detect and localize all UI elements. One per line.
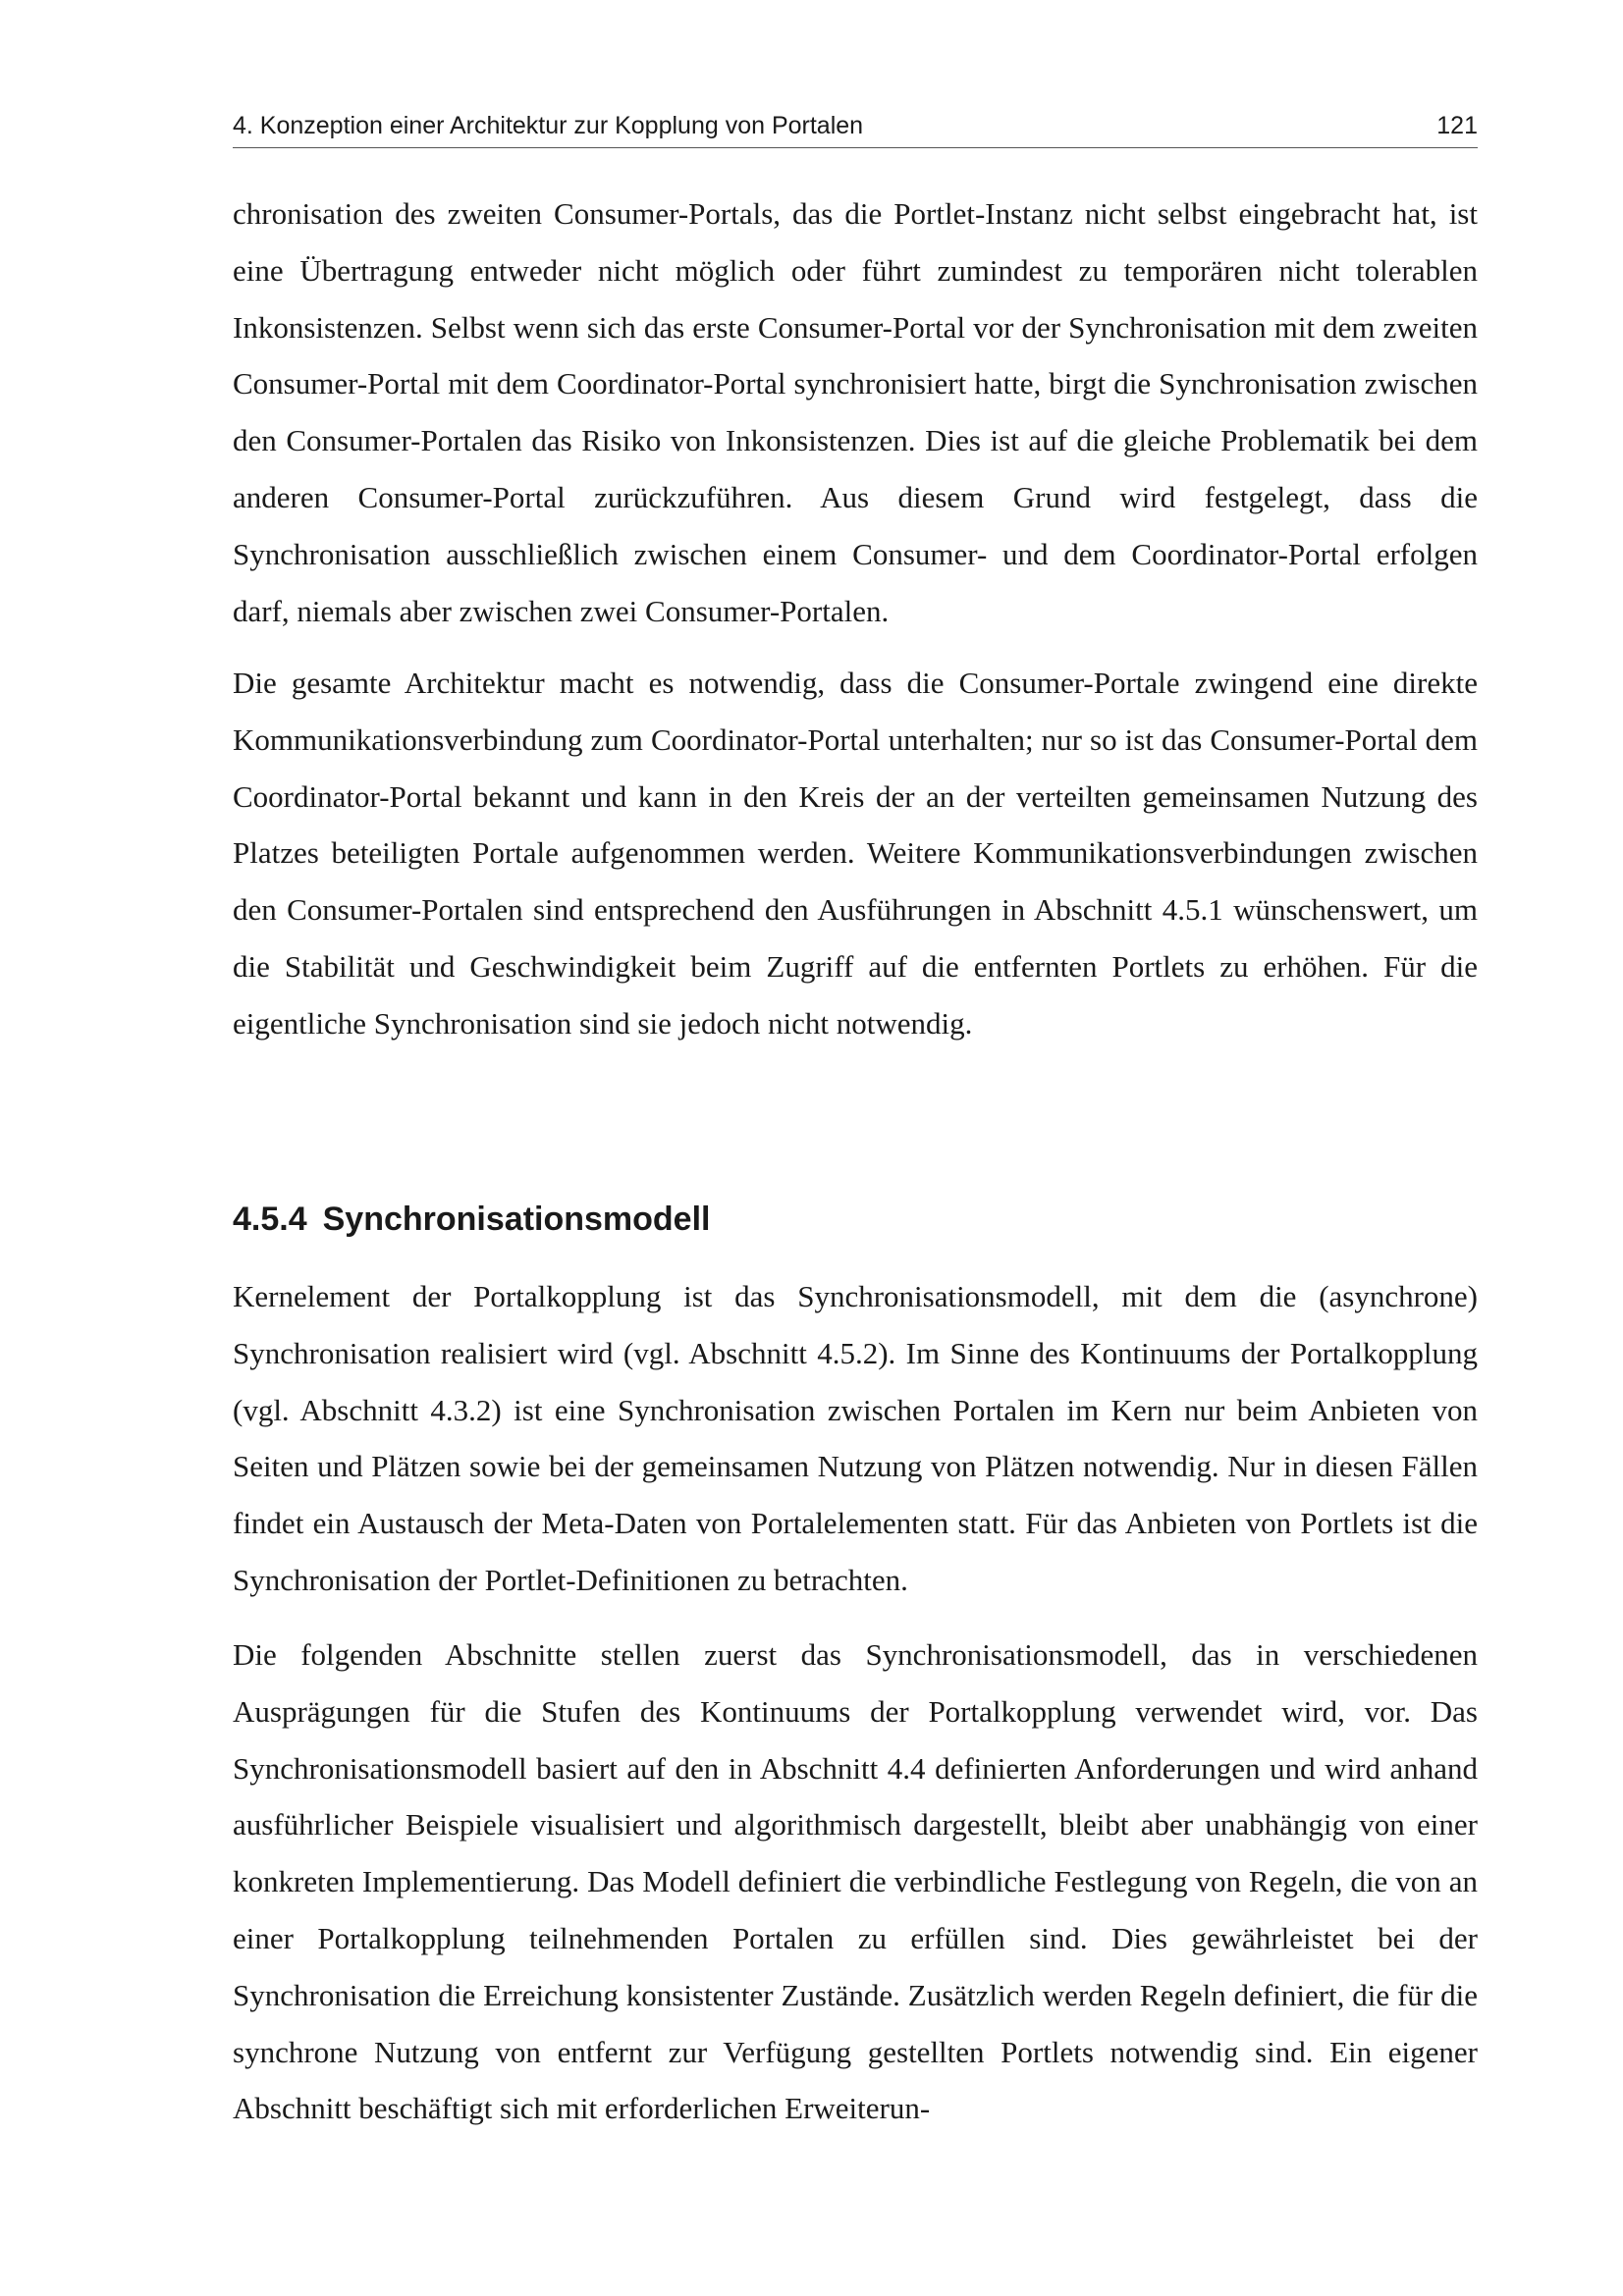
section-number: 4.5.4 bbox=[233, 1201, 307, 1238]
section-title: Synchronisationsmodell bbox=[322, 1201, 711, 1238]
paragraph-text: Kernelement der Portalkopplung ist das Synchronisationsmodell, mit dem die (asynchrone) Synchronisation realisiert wird (vgl. Abschnitt 4.5.2). Im Sinne des Kontinuums der Portalkopplung (vgl. Abschnitt 4.3.2) ist eine Synchronisation zwischen Portalen im Kern nur beim Anbieten von Seiten und Plätzen sowie bei der gemeinsamen Nutzung von Plätzen notwendig. Nur in diesen Fällen findet ein Austausch der Meta-Daten von Portalelementen statt. Für das Anbieten von Portlets ist die Synchronisation der Portlet-Definitionen zu betrachten. bbox=[233, 1279, 1478, 1597]
paragraph-3 bbox=[233, 1268, 1478, 1609]
paragraph-2 bbox=[233, 655, 1478, 1052]
paragraph-4 bbox=[233, 1627, 1478, 2137]
running-header bbox=[233, 110, 1478, 148]
chapter-title: 4. Konzeption einer Architektur zur Kopplung von Portalen bbox=[233, 112, 864, 139]
paragraph-text: chronisation des zweiten Consumer-Portals, das die Portlet-Instanz nicht selbst eingebracht hat, ist eine Übertragung entweder nicht möglich oder führt zumindest zu temporären nicht tolerablen Inkonsistenzen. Selbst wenn sich das erste Consumer-Portal vor der Synchronisation mit dem zweiten Consumer-Portal mit dem Coordinator-Portal synchronisiert hatte, birgt die Synchronisation zwischen den Consumer-Portalen das Risiko von Inkonsistenzen. Dies ist auf die gleiche Problematik bei dem anderen Consumer-Portal zurückzuführen. Aus diesem Grund wird festgelegt, dass die Synchronisation ausschließlich zwischen einem Consumer- und dem Coordinator-Portal erfolgen darf, niemals aber zwischen zwei Consumer-Portalen. bbox=[233, 196, 1478, 628]
paragraph-text: Die gesamte Architektur macht es notwendig, dass die Consumer-Portale zwingend eine direkte Kommunikationsverbindung zum Coordinator-Portal unterhalten; nur so ist das Consumer-Portal dem Coordinator-Portal bekannt und kann in den Kreis der an der verteilten gemeinsamen Nutzung des Platzes beteiligten Portale aufgenommen werden. Weitere Kommunikationsverbindungen zwischen den Consumer-Portalen sind entsprechend den Ausführungen in Abschnitt 4.5.1 wünschenswert, um die Stabilität und Geschwindigkeit beim Zugriff auf die entfernten Portlets zu erhöhen. Für die eigentliche Synchronisation sind sie jedoch nicht notwendig. bbox=[233, 666, 1478, 1041]
page-number: 121 bbox=[1436, 112, 1478, 139]
paragraph-1 bbox=[233, 186, 1478, 639]
section-heading bbox=[233, 1198, 1478, 1241]
paragraph-text: Die folgenden Abschnitte stellen zuerst das Synchronisationsmodell, das in verschiedenen Ausprägungen für die Stufen des Kontinuums der Portalkopplung verwendet wird, vor. Das Synchronisationsmodell basiert auf den in Abschnitt 4.4 definierten Anforderungen und wird anhand ausführlicher Beispiele visualisiert und algorithmisch dargestellt, bleibt aber unabhängig von einer konkreten Implementierung. Das Modell definiert die verbindliche Festlegung von Regeln, die von an einer Portalkopplung teilnehmenden Portalen zu erfüllen sind. Dies gewährleistet bei der Synchronisation die Erreichung konsistenter Zustände. Zusätzlich werden Regeln definiert, die für die synchrone Nutzung von entfernt zur Verfügung gestellten Portlets notwendig sind. Ein eigener Abschnitt beschäftigt sich mit erforderlichen Erweiterun- bbox=[233, 1637, 1478, 2126]
